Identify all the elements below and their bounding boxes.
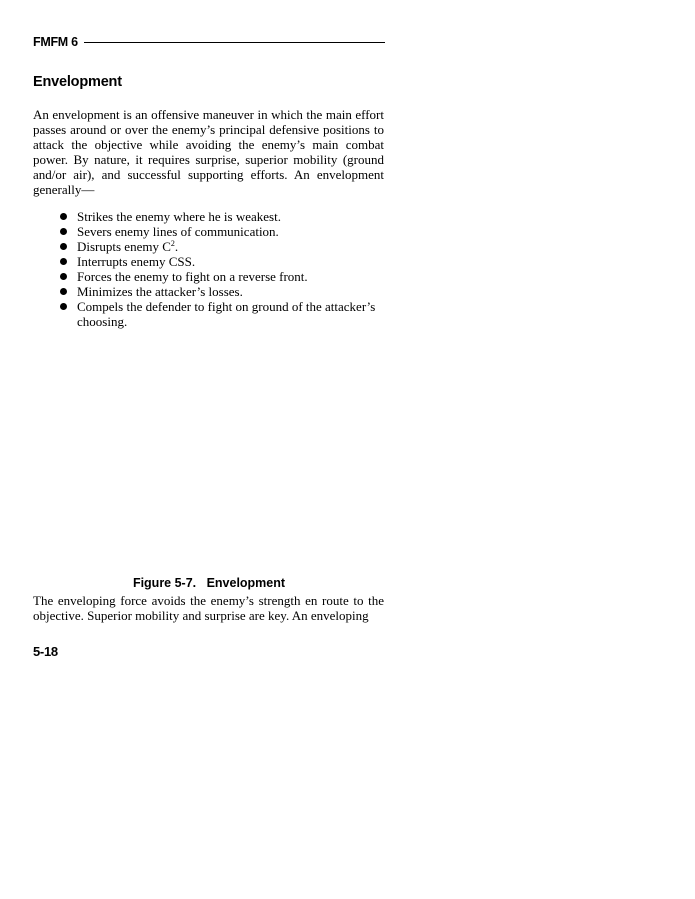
intro-paragraph: An envelopment is an offensive maneuver in which the main effort passes around or over the enemy’s principal defensive positions to attack the objective while avoiding the enemy’s main combat power. By nature, it requires surprise, superior mobility (ground and/or air), and successful supporting efforts. An envelopment generally— (33, 107, 384, 197)
bullet-icon (60, 258, 67, 265)
bullet-icon (60, 228, 67, 235)
list-item-text: Interrupts enemy CSS. (77, 254, 196, 269)
list-item (33, 269, 384, 284)
bullet-icon (60, 288, 67, 295)
list-item-text: Disrupts enemy C (77, 239, 171, 254)
bullet-icon (60, 213, 67, 220)
list-item-text: Minimizes the attacker’s losses. (77, 284, 243, 299)
list-item-text: Strikes the enemy where he is weakest. (77, 209, 281, 224)
list-item (33, 254, 384, 269)
header-rule (84, 42, 385, 43)
figure-placeholder (33, 340, 385, 572)
superscript: 2 (170, 239, 175, 248)
list-item (33, 284, 384, 299)
list-item (33, 299, 384, 329)
bullet-icon (60, 273, 67, 280)
page-number: 5-18 (33, 644, 58, 659)
list-item-text: Severs enemy lines of communication. (77, 224, 279, 239)
list-item (33, 239, 384, 254)
characteristics-list (33, 209, 384, 329)
continuation-paragraph: The enveloping force avoids the enemy’s strength en route to the objective. Superior mobility and surprise are key. An enveloping (33, 593, 384, 623)
list-item (33, 224, 384, 239)
list-item (33, 209, 384, 224)
bullet-icon (60, 243, 67, 250)
figure-caption: Figure 5-7. Envelopment (132, 576, 286, 590)
list-item-suffix: . (174, 239, 179, 254)
section-title: Envelopment (33, 74, 122, 90)
bullet-icon (60, 303, 67, 310)
header-label: FMFM 6 (33, 35, 78, 49)
list-item-text: Forces the enemy to fight on a reverse front. (77, 269, 308, 284)
running-header (33, 33, 385, 51)
list-item-text: Compels the defender to fight on ground of the attacker’s choosing. (77, 299, 376, 329)
